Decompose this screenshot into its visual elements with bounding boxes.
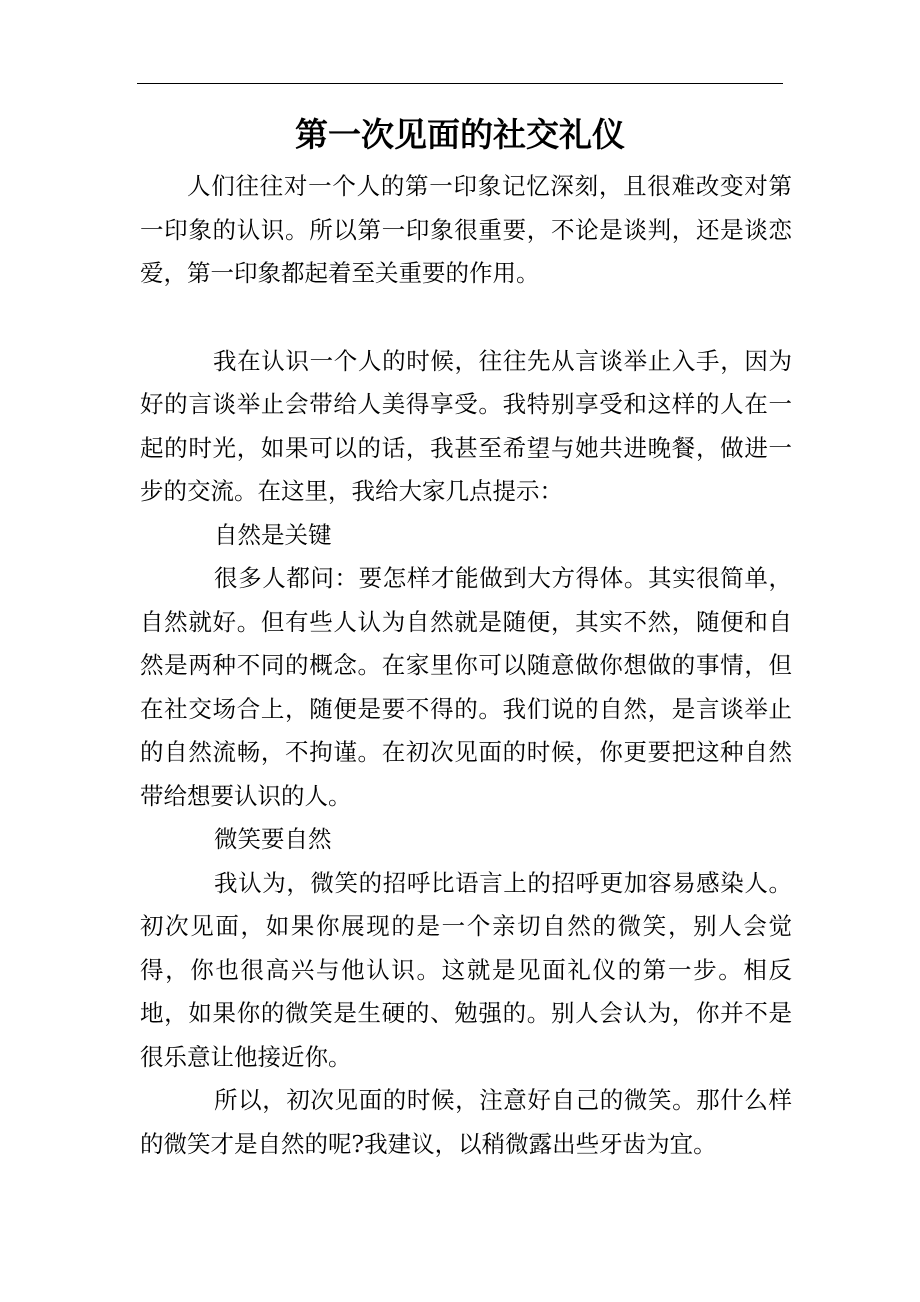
section-heading-natural: 自然是关键: [214, 520, 332, 549]
paragraph-first-impression: 人们往往对一个人的第一印象记忆深刻，且很难改变对第一印象的认识。所以第一印象很重要，不论是谈判，还是谈恋爱，第一印象都起着至关重要的作用。: [140, 172, 792, 287]
section-heading-smile: 微笑要自然: [214, 825, 332, 853]
document-title: 第一次见面的社交礼仪: [295, 115, 625, 154]
paragraph-introduction: 我在认识一个人的时候，往往先从言谈举止入手，因为好的言谈举止会带给人美得享受。我特别享受和这样的人在一起的时光，如果可以的话，我甚至希望与她共进晚餐，做进一步的交流。在这里，我给大家几点提示：: [140, 346, 792, 505]
paragraph-smile-advice: 所以，初次见面的时候，注意好自己的微笑。那什么样的微笑才是自然的呢?我建议，以稍微露出些牙齿为宜。: [140, 1086, 792, 1158]
document-body: [140, 165, 792, 1166]
header-rule: [137, 83, 783, 84]
paragraph-smile: 我认为，微笑的招呼比语言上的招呼更加容易感染人。初次见面，如果你展现的是一个亲切自然的微笑，别人会觉得，你也很高兴与他认识。这就是见面礼仪的第一步。相反地，如果你的微笑是生硬的、勉强的。别人会认为，你并不是很乐意让他接近你。: [140, 868, 792, 1071]
paragraph-natural: 很多人都问：要怎样才能做到大方得体。其实很简单，自然就好。但有些人认为自然就是随便，其实不然，随便和自然是两种不同的概念。在家里你可以随意做你想做的事情，但在社交场合上，随便是要不得的。我们说的自然，是言谈举止的自然流畅，不拘谨。在初次见面的时候，你更要把这种自然带给想要认识的人。: [140, 564, 792, 810]
